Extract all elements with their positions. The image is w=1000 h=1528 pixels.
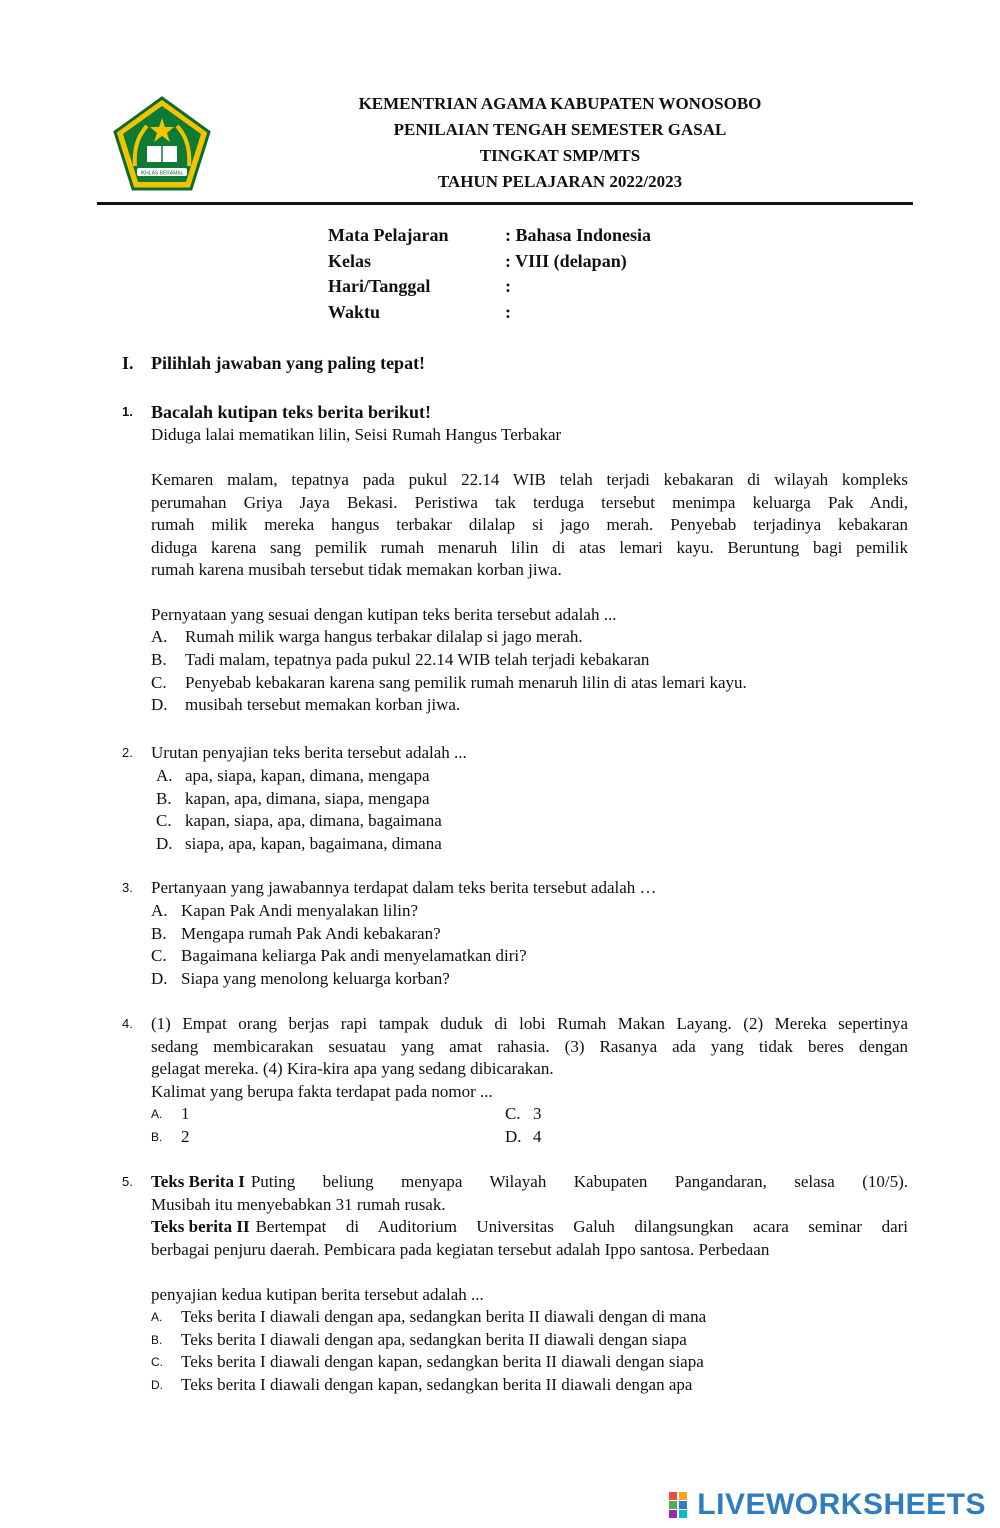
q4-option-d[interactable]: 4 (533, 1126, 542, 1146)
meta-label-date: Hari/Tanggal (328, 276, 431, 296)
meta-label-time: Waktu (328, 301, 381, 322)
watermark-text: LIVEWORKSHEETS (697, 1488, 986, 1521)
q5-option-letter: D. (151, 1377, 163, 1392)
q5-option-a[interactable]: Teks berita I diawali dengan apa, sedangkan berita II diawali dengan di mana (181, 1307, 707, 1326)
q5-text1-line2: Musibah itu menyebabkan 31 rumah rusak. (151, 1194, 446, 1214)
q5-option-letter: B. (151, 1332, 163, 1347)
q1-passage-line: Kemaren malam, tepatnya pada pukul 22.14 WIB telah terjadi kebakaran di wilayah kompleks (151, 470, 908, 489)
q2-option-letter: D. (156, 833, 173, 853)
q5-text2-label: Teks berita II (151, 1217, 250, 1236)
liveworksheets-watermark (669, 1487, 986, 1523)
q1-headline: Diduga lalai mematikan lilin, Seisi Rumah Hangus Terbakar (151, 425, 562, 444)
q3-option-letter: A. (151, 901, 168, 920)
q4-option-letter: C. (505, 1104, 521, 1123)
q2-option-c[interactable]: kapan, siapa, apa, dimana, bagaimana (185, 811, 442, 830)
q2-number: 2. (122, 745, 133, 760)
q5-text2-line2: berbagai penjuru daerah. Pembicara pada kegiatan tersebut adalah Ippo santosa. Perbedaan (151, 1239, 770, 1259)
q5-option-letter: A. (151, 1310, 163, 1324)
q1-option-letter: D. (151, 695, 168, 714)
q5-text2-content: Bertempat di Auditorium Universitas Galuh dilangsungkan acara seminar dari (255, 1217, 908, 1236)
q3-option-c[interactable]: Bagaimana keliarga Pak andi menyelamatkan diri? (181, 946, 527, 965)
q4-option-b[interactable]: 2 (181, 1126, 190, 1146)
q3-prompt: Pertanyaan yang jawabannya terdapat dalam teks berita tersebut adalah … (151, 878, 657, 897)
liveworksheets-logo-icon (669, 1492, 697, 1518)
section-title: Pilihlah jawaban yang paling tepat! (151, 353, 426, 373)
header-divider (97, 202, 913, 205)
q3-option-letter: D. (151, 968, 168, 988)
q1-option-d[interactable]: musibah tersebut memakan korban jiwa. (185, 695, 461, 714)
q5-option-letter: C. (151, 1355, 163, 1369)
q4-option-letter: B. (151, 1129, 163, 1144)
q1-option-letter: C. (151, 673, 167, 692)
q2-option-letter: B. (156, 788, 172, 808)
header-ministry: KEMENTRIAN AGAMA KABUPATEN WONOSOBO (358, 94, 762, 113)
q3-option-d[interactable]: Siapa yang menolong keluarga korban? (181, 968, 450, 988)
q2-option-letter: A. (156, 766, 173, 785)
q2-option-b[interactable]: kapan, apa, dimana, siapa, mengapa (185, 788, 430, 808)
q5-text1-line1 (151, 1171, 908, 1194)
q5-text2-line1 (151, 1216, 908, 1239)
q4-passage-line: gelagat mereka. (4) Kira-kira apa yang sedang dibicarakan. (151, 1059, 554, 1078)
q2-prompt: Urutan penyajian teks berita tersebut adalah ... (151, 743, 467, 762)
meta-label-class: Kelas (328, 250, 371, 271)
q1-option-letter: B. (151, 650, 167, 669)
meta-value-date: : (505, 276, 511, 296)
q2-option-d[interactable]: siapa, apa, kapan, bagaimana, dimana (185, 833, 442, 853)
q1-passage-line: perumahan Griya Jaya Bekasi. Peristiwa tak terduga tersebut menimpa keluarga Pak Andi, (151, 492, 908, 512)
q1-prompt: Pernyataan yang sesuai dengan kutipan teks berita tersebut adalah ... (151, 605, 617, 624)
q2-option-letter: C. (156, 811, 172, 830)
q1-passage-line: rumah milik mereka hangus terbakar dilalap si jago merah. Penyebab terjadinya kebakaran (151, 515, 908, 534)
q1-option-letter: A. (151, 627, 168, 646)
q4-option-a[interactable]: 1 (181, 1104, 190, 1123)
q3-option-b[interactable]: Mengapa rumah Pak Andi kebakaran? (181, 923, 441, 943)
q1-number: 1. (122, 404, 133, 419)
q5-text1-label: Teks Berita I (151, 1172, 245, 1191)
q4-option-letter: D. (505, 1126, 522, 1146)
q5-text1-content: Puting beliung menyapa Wilayah Kabupaten Pangandaran, selasa (10/5). (250, 1172, 908, 1191)
header-year: TAHUN PELAJARAN 2022/2023 (437, 172, 683, 191)
q3-option-letter: C. (151, 946, 167, 965)
q5-option-c[interactable]: Teks berita I diawali dengan kapan, sedangkan berita II diawali dengan siapa (181, 1352, 704, 1371)
q3-option-a[interactable]: Kapan Pak Andi menyalakan lilin? (181, 901, 418, 920)
q4-option-letter: A. (151, 1107, 163, 1121)
q1-option-b[interactable]: Tadi malam, tepatnya pada pukul 22.14 WIB telah terjadi kebakaran (185, 650, 650, 669)
q4-number: 4. (122, 1016, 133, 1031)
q1-option-a[interactable]: Rumah milik warga hangus terbakar dilalap si jago merah. (185, 627, 583, 646)
q5-prompt: penyajian kedua kutipan berita tersebut adalah ... (151, 1284, 484, 1304)
header-exam: PENILAIAN TENGAH SEMESTER GASAL (393, 120, 727, 139)
q5-option-d[interactable]: Teks berita I diawali dengan kapan, sedangkan berita II diawali dengan apa (181, 1374, 693, 1394)
q4-passage-line: (1) Empat orang berjas rapi tampak duduk di lobi Rumah Makan Layang. (2) Mereka sepertinya (151, 1014, 908, 1033)
q1-title: Bacalah kutipan teks berita berikut! (151, 402, 432, 422)
meta-value-time: : (505, 301, 511, 322)
q3-number: 3. (122, 880, 133, 895)
q3-option-letter: B. (151, 923, 167, 943)
q1-passage-line: diduga karena sang pemilik rumah menaruh lilin di atas lemari kayu. Beruntung bagi pemilik (151, 537, 908, 557)
q1-passage-line: rumah karena musibah tersebut tidak memakan korban jiwa. (151, 560, 562, 579)
logo-text: IKHLAS BERAMAL (140, 170, 184, 177)
q4-option-c[interactable]: 3 (533, 1104, 542, 1123)
q4-prompt: Kalimat yang berupa fakta terdapat pada nomor ... (151, 1081, 493, 1101)
kemenag-logo (113, 96, 211, 192)
q5-option-b[interactable]: Teks berita I diawali dengan apa, sedangkan berita II diawali dengan siapa (181, 1329, 687, 1349)
q5-number: 5. (122, 1174, 133, 1189)
meta-value-class: : VIII (delapan) (505, 250, 627, 271)
header-level: TINGKAT SMP/MTS (479, 146, 641, 165)
q1-option-c[interactable]: Penyebab kebakaran karena sang pemilik rumah menaruh lilin di atas lemari kayu. (185, 673, 747, 692)
section-number: I. (122, 353, 134, 373)
q2-option-a[interactable]: apa, siapa, kapan, dimana, mengapa (185, 766, 430, 785)
meta-value-subject: : Bahasa Indonesia (505, 225, 652, 245)
meta-label-subject: Mata Pelajaran (328, 225, 449, 245)
q4-passage-line: sedang membicarakan sesuatau yang amat rahasia. (3) Rasanya ada yang tidak beres dengan (151, 1036, 908, 1056)
